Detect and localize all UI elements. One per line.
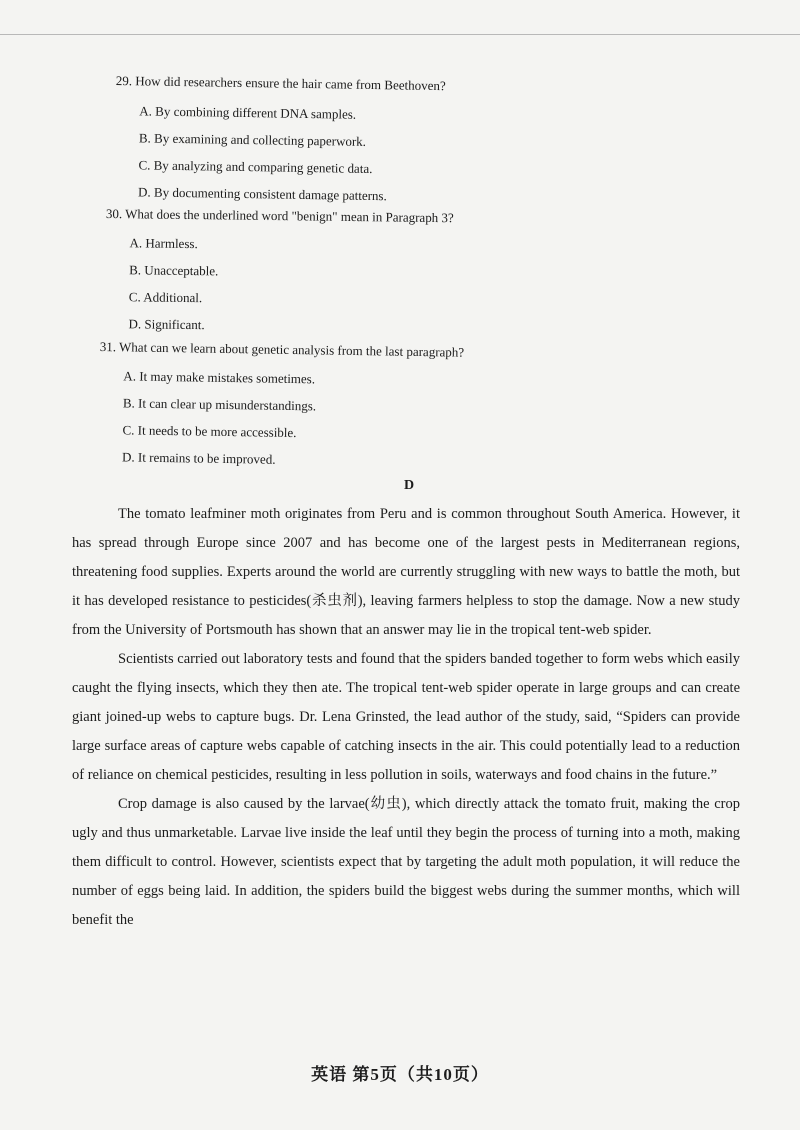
question-stem: 30. What does the underlined word "benign" mean in Paragraph 3?	[105, 205, 454, 226]
option-d: D. By documenting consistent damage patterns.	[137, 184, 387, 204]
question-29	[114, 70, 446, 210]
paragraph-2: Scientists carried out laboratory tests and found that the spiders banded together to form webs which easily caught the flying insects, which they then ate. The tropical tent-web spider operate in large groups and can create giant joined-up webs to capture bugs. Dr. Lena Grinsted, the lead author of the study, said, “Spiders can provide large surface areas of capture webs capable of catching insects in the air. This could potentially lead to a reduction of reliance on chemical pesticides, resulting in less pollution in soils, waterways and food chains in the future.”	[72, 651, 740, 783]
paragraph-1: The tomato leafminer moth originates from Peru and is common throughout South America. However, it has spread through Europe since 2007 and has become one of the largest pests in Mediterranean regions, threatening food supplies. Experts around the world are currently struggling with new ways to battle the moth, but it has developed resistance to pesticides(杀虫剂), leaving farmers helpless to stop the damage. Now a new study from the University of Portsmouth has shown that an answer may lie in the tropical tent-web spider.	[72, 506, 740, 638]
option-b: B. It can clear up misunderstandings.	[122, 395, 317, 414]
option-b: B. Unacceptable.	[129, 262, 219, 279]
page-footer: 英语 第5页（共10页）	[311, 1065, 489, 1084]
question-31	[98, 336, 464, 476]
option-c: C. It needs to be more accessible.	[122, 422, 297, 441]
option-a: A. Harmless.	[129, 235, 198, 252]
option-b: B. By examining and collecting paperwork.	[138, 130, 367, 149]
option-c: C. Additional.	[128, 289, 203, 306]
option-c: C. By analyzing and comparing genetic data.	[138, 157, 373, 177]
reading-passage	[72, 500, 740, 935]
option-a: A. It may make mistakes sometimes.	[123, 368, 316, 387]
option-d: D. It remains to be improved.	[121, 449, 276, 467]
option-a: A. By combining different DNA samples.	[139, 103, 357, 122]
question-30	[104, 203, 454, 341]
question-stem: 29. How did researchers ensure the hair came from Beethoven?	[115, 72, 446, 94]
section-heading: D	[404, 478, 415, 493]
option-d: D. Significant.	[128, 316, 205, 333]
paragraph-3: Crop damage is also caused by the larvae(幼虫), which directly attack the tomato fruit, making the crop ugly and thus unmarketable. Larvae live inside the leaf until they begin the process of turning into a moth, making them difficult to control. However, scientists expect that by targeting the adult moth population, it will reduce the number of eggs being laid. In addition, the spiders build the biggest webs during the summer months, which will benefit the	[72, 796, 740, 928]
question-stem: 31. What can we learn about genetic analysis from the last paragraph?	[99, 338, 465, 360]
